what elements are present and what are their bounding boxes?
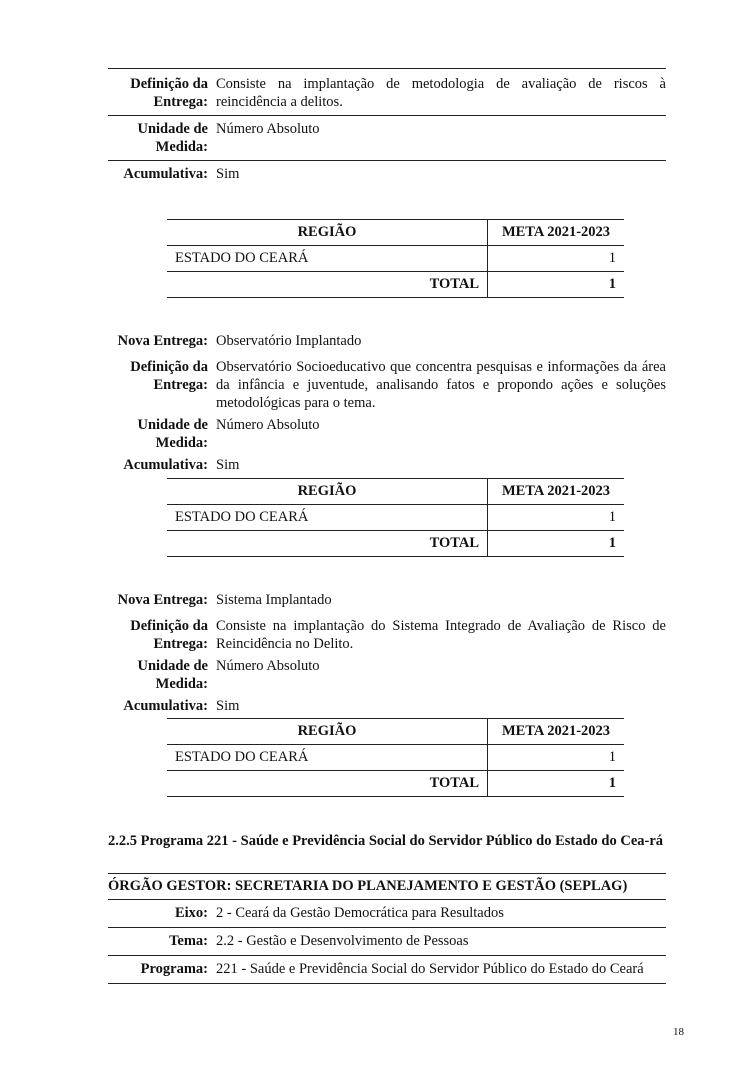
meta-cell: 1 xyxy=(488,505,625,531)
table-row xyxy=(167,505,624,531)
total-label: TOTAL xyxy=(167,272,488,298)
eixo-label: Eixo: xyxy=(174,905,208,921)
orgao-gestor-table xyxy=(108,873,666,984)
table-header-row xyxy=(167,719,624,745)
meta-table-2 xyxy=(167,478,624,557)
meta-table-1 xyxy=(167,219,624,298)
table-total-row xyxy=(167,771,624,797)
acumulativa-value: Sim xyxy=(216,166,240,182)
total-label: TOTAL xyxy=(167,531,488,557)
total-label: TOTAL xyxy=(167,771,488,797)
orgao-gestor-header: ÓRGÃO GESTOR: SECRETARIA DO PLANEJAMENTO E GESTÃO (SEPLAG) xyxy=(108,873,666,900)
nova-entrega-label: Nova Entrega: xyxy=(117,592,208,608)
acumulativa-row xyxy=(108,161,666,187)
table-row xyxy=(167,246,624,272)
meta-cell: 1 xyxy=(488,246,625,272)
acumulativa-row xyxy=(108,454,666,474)
definicao-value: Observatório Socioeducativo que concentra pesquisas e informações da área da infância e juventude, analisando fatos e propondo ações e soluções metodológicas para o tema. xyxy=(216,359,666,411)
unidade-value: Número Absoluto xyxy=(216,658,320,674)
unidade-row xyxy=(108,655,666,695)
col-regiao-header: REGIÃO xyxy=(167,479,488,505)
table-row xyxy=(167,745,624,771)
entrega-3 xyxy=(108,591,666,715)
unidade-label: Unidade de Medida: xyxy=(137,121,208,155)
nova-entrega-row xyxy=(108,332,666,354)
table-total-row xyxy=(167,531,624,557)
entrega-1 xyxy=(108,68,666,187)
regiao-cell: ESTADO DO CEARÁ xyxy=(167,505,488,531)
col-regiao-header: REGIÃO xyxy=(167,719,488,745)
definicao-row xyxy=(108,354,666,414)
acumulativa-label: Acumulativa: xyxy=(123,698,208,714)
col-meta-header: META 2021-2023 xyxy=(488,719,625,745)
acumulativa-value: Sim xyxy=(216,698,240,714)
regiao-cell: ESTADO DO CEARÁ xyxy=(167,745,488,771)
table-header-row xyxy=(167,220,624,246)
entrega-2 xyxy=(108,332,666,474)
unidade-label: Unidade de Medida: xyxy=(137,658,208,692)
unidade-value: Número Absoluto xyxy=(216,121,320,137)
total-value: 1 xyxy=(488,531,625,557)
nova-entrega-label: Nova Entrega: xyxy=(117,333,208,349)
meta-cell: 1 xyxy=(488,745,625,771)
definicao-label: Definição da Entrega: xyxy=(130,76,208,110)
acumulativa-label: Acumulativa: xyxy=(123,166,208,182)
nova-entrega-value: Observatório Implantado xyxy=(216,333,362,349)
definicao-row xyxy=(108,69,666,115)
page-number: 18 xyxy=(673,1026,684,1038)
unidade-label: Unidade de Medida: xyxy=(137,417,208,451)
col-meta-header: META 2021-2023 xyxy=(488,220,625,246)
programa-label: Programa: xyxy=(140,961,208,977)
nova-entrega-row xyxy=(108,591,666,613)
nova-entrega-value: Sistema Implantado xyxy=(216,592,332,608)
programa-value: 221 - Saúde e Previdência Social do Servidor Público do Estado do Ceará xyxy=(216,961,644,977)
unidade-value: Número Absoluto xyxy=(216,417,320,433)
meta-table-3 xyxy=(167,718,624,797)
section-title: 2.2.5 Programa 221 - Saúde e Previdência Social do Servidor Público do Estado do Cea-rá xyxy=(108,833,664,849)
total-value: 1 xyxy=(488,272,625,298)
eixo-row xyxy=(108,900,666,928)
tema-row xyxy=(108,928,666,956)
unidade-row xyxy=(108,116,666,160)
eixo-value: 2 - Ceará da Gestão Democrática para Resultados xyxy=(216,905,504,921)
table-header-row xyxy=(167,479,624,505)
tema-value: 2.2 - Gestão e Desenvolvimento de Pessoas xyxy=(216,933,469,949)
definicao-value: Consiste na implantação do Sistema Integrado de Avaliação de Risco de Reincidência no Delito. xyxy=(216,618,666,652)
acumulativa-value: Sim xyxy=(216,457,240,473)
acumulativa-row xyxy=(108,695,666,715)
regiao-cell: ESTADO DO CEARÁ xyxy=(167,246,488,272)
definicao-label: Definição da Entrega: xyxy=(130,359,208,393)
col-meta-header: META 2021-2023 xyxy=(488,479,625,505)
total-value: 1 xyxy=(488,771,625,797)
definicao-label: Definição da Entrega: xyxy=(130,618,208,652)
definicao-value: Consiste na implantação de metodologia de avaliação de riscos à reincidência a delitos. xyxy=(216,76,666,110)
programa-row xyxy=(108,956,666,984)
col-regiao-header: REGIÃO xyxy=(167,220,488,246)
definicao-row xyxy=(108,613,666,655)
acumulativa-label: Acumulativa: xyxy=(123,457,208,473)
table-total-row xyxy=(167,272,624,298)
unidade-row xyxy=(108,414,666,454)
tema-label: Tema: xyxy=(169,933,208,949)
